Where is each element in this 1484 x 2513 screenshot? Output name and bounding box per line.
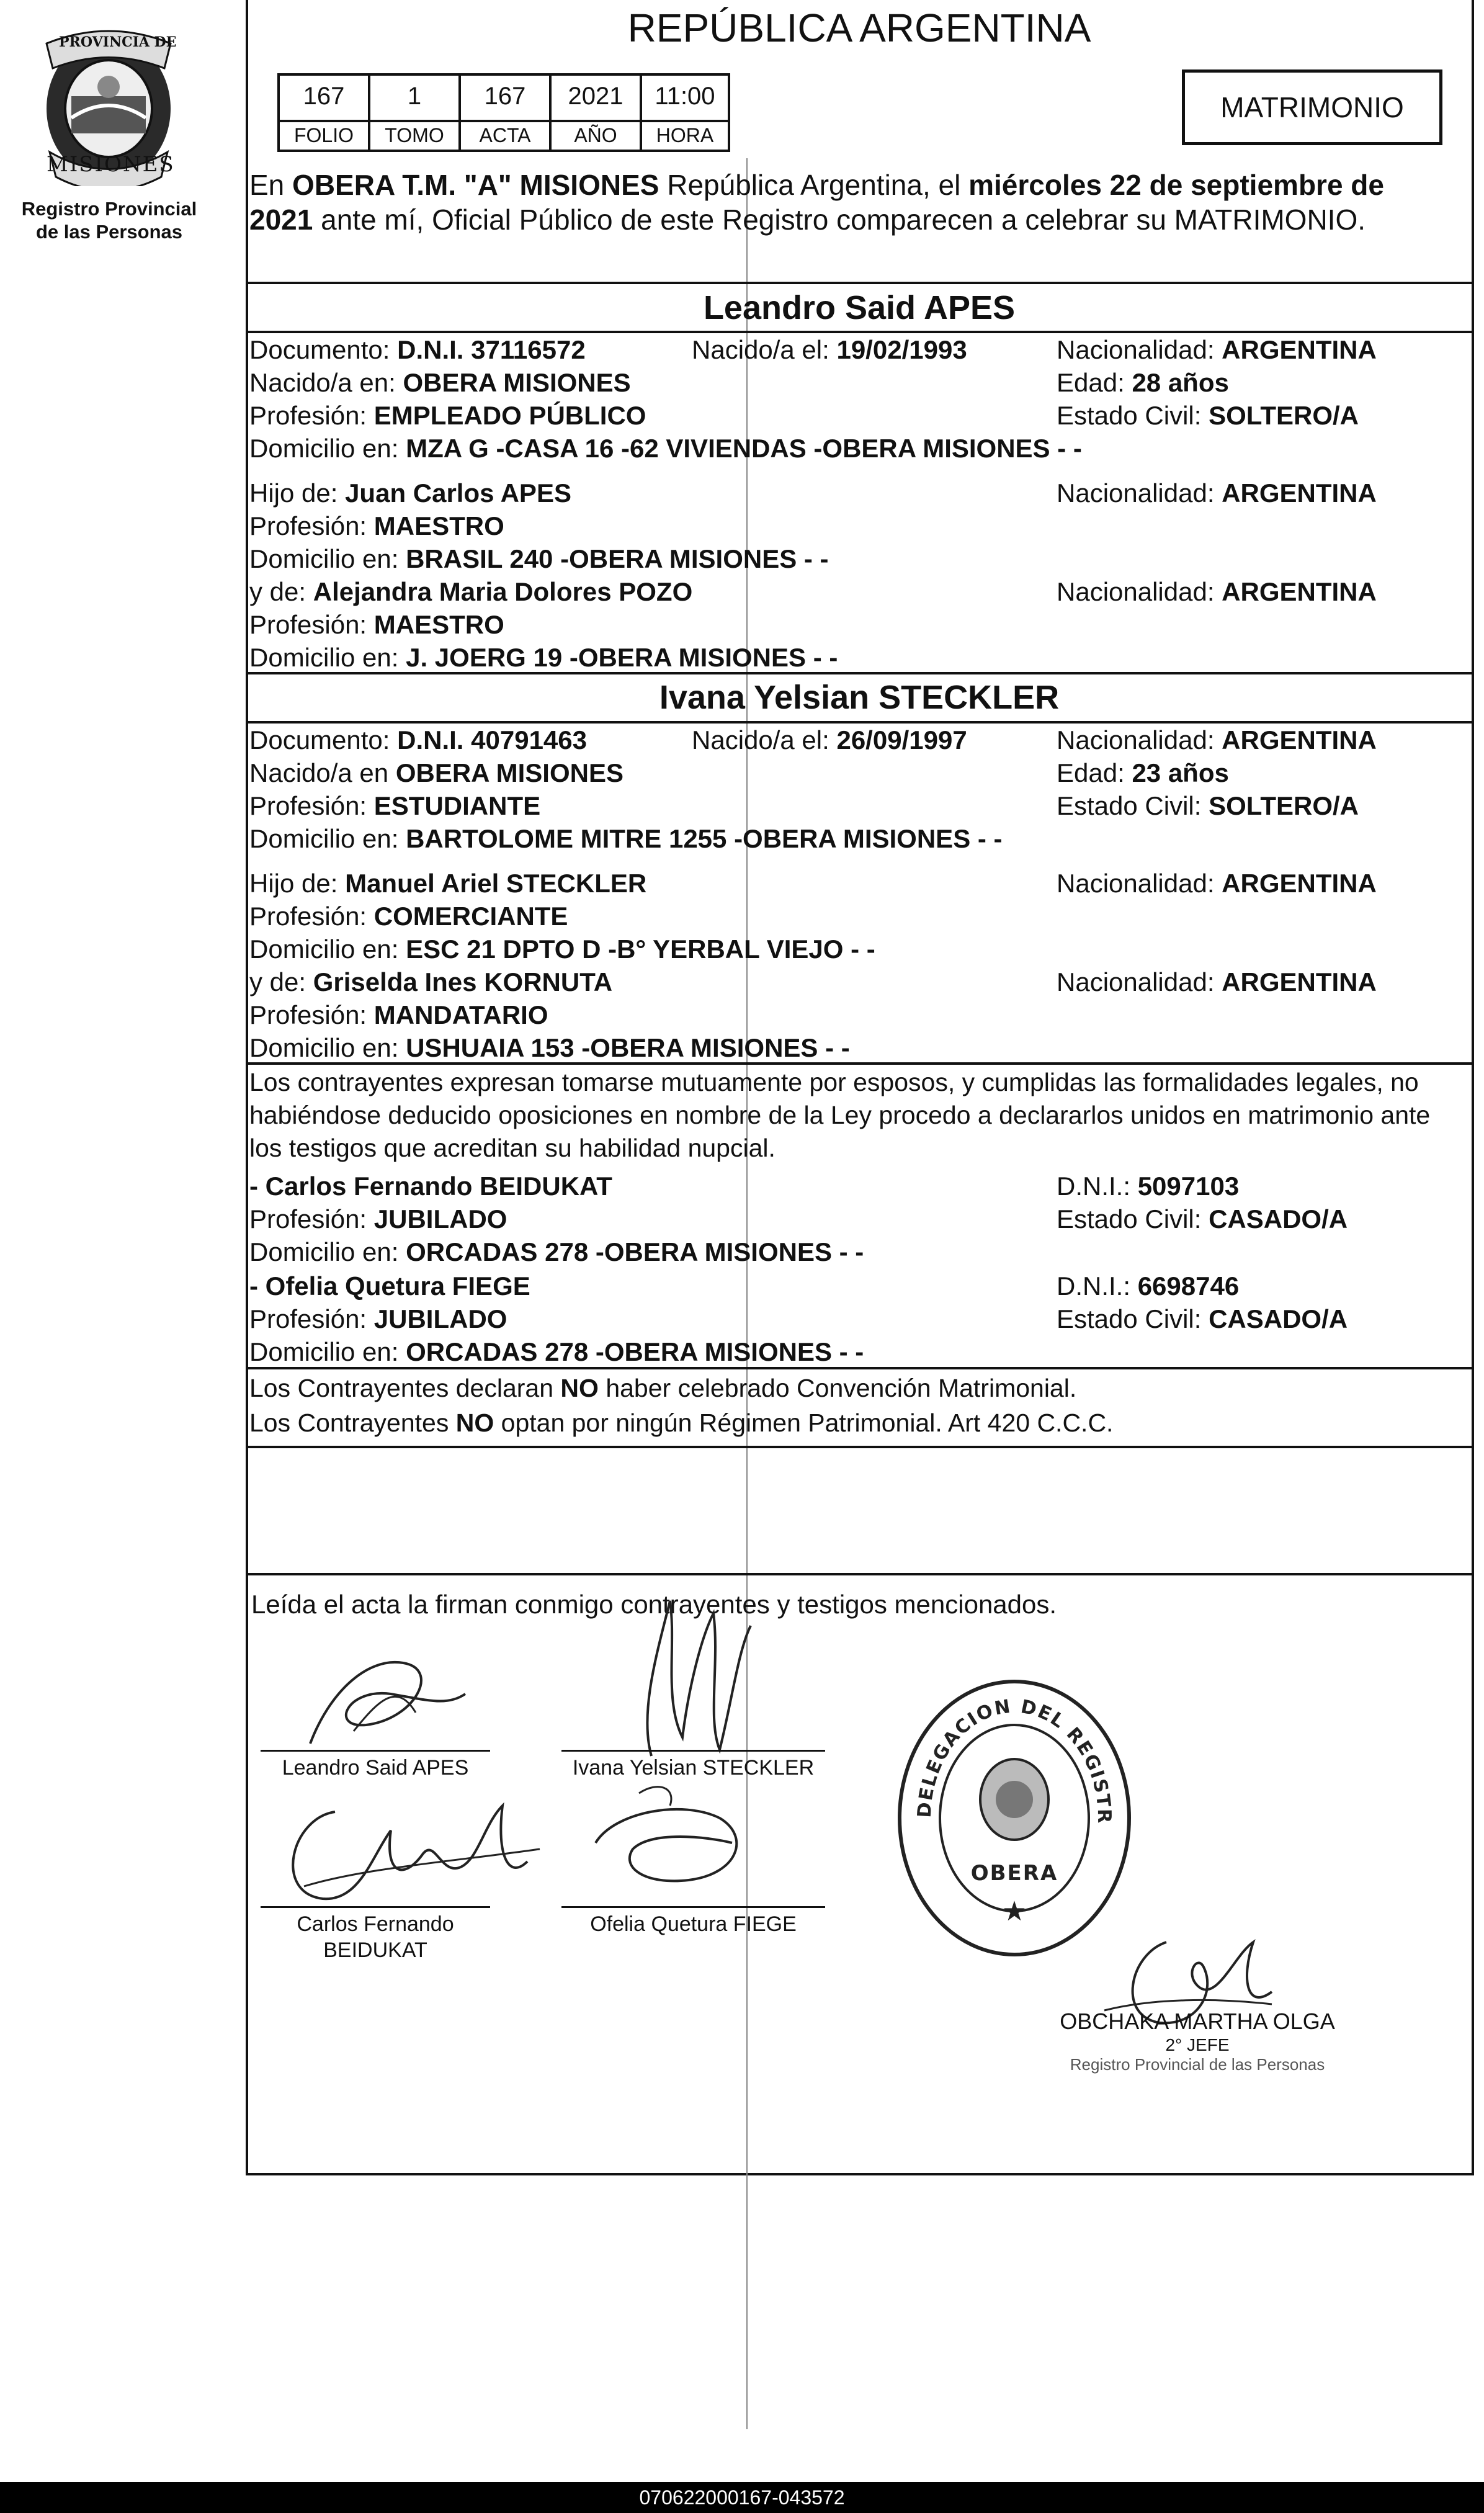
spouse2-father-prof: COMERCIANTE — [373, 902, 568, 931]
witness2-addr-label: Domicilio en: — [249, 1337, 406, 1366]
witness1-prof-label: Profesión: — [249, 1204, 374, 1234]
spouse2-civil: SOLTERO/A — [1209, 791, 1359, 820]
signature-name-3a: Carlos Fernando — [297, 1912, 454, 1936]
spouse2-born: 26/09/1997 — [836, 725, 967, 755]
spouse1-prof: EMPLEADO PÚBLICO — [373, 401, 646, 430]
ano-label: AÑO — [552, 120, 640, 150]
spouse2-birthplace: OBERA MISIONES — [395, 758, 624, 787]
witness1-dni: 5097103 — [1137, 1171, 1240, 1201]
spouse1-mother-addr-label: Domicilio en: — [249, 643, 406, 672]
signature-name-3b: BEIDUKAT — [323, 1938, 427, 1962]
tomo-value: 1 — [407, 83, 422, 110]
signature-2-scribble — [614, 1576, 776, 1762]
spouse2-birthplace-label: Nacido/a en — [249, 758, 396, 787]
spouse2-father-addr-label: Domicilio en: — [249, 934, 406, 964]
logo-text-bottom: MISIONES — [47, 152, 175, 177]
regime-line1-c: haber celebrado Convención Matrimonial. — [598, 1374, 1077, 1402]
witness1-prof: JUBILADO — [373, 1204, 507, 1234]
ano-value: 2021 — [568, 83, 624, 110]
witness2-addr: ORCADAS 278 -OBERA MISIONES - - — [406, 1337, 864, 1366]
document-code: 070622000167-043572 — [639, 2486, 845, 2509]
signature-3-scribble — [267, 1787, 552, 1911]
official-agency: Registro Provincial de las Personas — [1070, 2055, 1325, 2074]
hora-value: 11:00 — [655, 83, 715, 110]
acta-value: 167 — [484, 83, 526, 110]
spouse1-mother-label: y de: — [249, 577, 313, 606]
official-name: OBCHAKA MARTHA OLGA — [1060, 2009, 1335, 2034]
frame-bottom-border — [246, 2173, 1474, 2175]
regime-line1-no: NO — [560, 1374, 599, 1402]
center-fold-line — [746, 158, 748, 2429]
intro-date-b: 2021 — [249, 204, 313, 236]
spouse1-born: 19/02/1993 — [836, 335, 967, 364]
tomo-label: TOMO — [370, 120, 458, 150]
signature-line-1 — [261, 1750, 490, 1752]
spouse2-mother-addr: USHUAIA 153 -OBERA MISIONES - - — [406, 1033, 850, 1062]
intro-text-2: República Argentina, el — [659, 169, 969, 201]
regime-section — [249, 1371, 1469, 1440]
spouse1-father-prof: MAESTRO — [373, 511, 504, 540]
spouse1-birthplace: OBERA MISIONES — [403, 368, 631, 397]
spouse1-father-nat-label: Nacionalidad: — [1057, 478, 1222, 508]
witness2-dni-label: D.N.I.: — [1057, 1271, 1138, 1301]
agency-name — [0, 197, 218, 243]
witness2-prof: JUBILADO — [373, 1304, 507, 1333]
declaration-line-1: Los contrayentes expresan tomarse mutuamente por esposos, y cumplidas las formalidades legales, no — [249, 1068, 1419, 1096]
intro-text-1: En — [249, 169, 293, 201]
divider-notes — [246, 1573, 1474, 1575]
signature-line-2 — [561, 1750, 825, 1752]
regime-line2-c: optan por ningún Régimen Patrimonial. Art 420 C.C.C. — [494, 1409, 1114, 1437]
spouse2-mother: Griselda Ines KORNUTA — [313, 967, 613, 997]
registry-cell-tomo — [370, 76, 461, 150]
regime-line2-no: NO — [455, 1409, 494, 1437]
spouse2-mother-addr-label: Domicilio en: — [249, 1033, 406, 1062]
intro-date-a: miércoles 22 de septiembre de — [968, 169, 1384, 201]
spouse1-civil-label: Estado Civil: — [1057, 401, 1209, 430]
spouse1-addr: MZA G -CASA 16 -62 VIVIENDAS -OBERA MISIONES - - — [406, 434, 1082, 463]
spouse1-doc-label: Documento: — [249, 335, 398, 364]
witness1-addr: ORCADAS 278 -OBERA MISIONES - - — [406, 1237, 864, 1266]
spouse2-prof-label: Profesión: — [249, 791, 374, 820]
spouse1-addr-label: Domicilio en: — [249, 434, 406, 463]
spouse1-father-nat: ARGENTINA — [1222, 478, 1377, 508]
act-type-box — [1182, 69, 1442, 145]
spouse1-father-prof-label: Profesión: — [249, 511, 374, 540]
regime-line1-a: Los Contrayentes declaran — [249, 1374, 561, 1402]
seal-text: DELEGACION DEL REGISTR — [913, 1695, 1115, 1825]
spouse2-doc-label: Documento: — [249, 725, 398, 755]
spouse2-age-label: Edad: — [1057, 758, 1132, 787]
witness2-civil-label: Estado Civil: — [1057, 1304, 1209, 1333]
spouse1-civil: SOLTERO/A — [1209, 401, 1359, 430]
witness2-dni: 6698746 — [1137, 1271, 1240, 1301]
witness2-civil: CASADO/A — [1209, 1304, 1348, 1333]
spouse1-father-label: Hijo de: — [249, 478, 346, 508]
witness1-dni-label: D.N.I.: — [1057, 1171, 1138, 1201]
seal-city: OBERA — [970, 1861, 1058, 1886]
spouse2-prof: ESTUDIANTE — [373, 791, 541, 820]
regime-line2-a: Los Contrayentes — [249, 1409, 456, 1437]
spouse2-nat: ARGENTINA — [1222, 725, 1377, 755]
signature-1-scribble — [292, 1638, 478, 1750]
signature-line-4 — [561, 1906, 825, 1908]
registry-table — [277, 73, 730, 152]
spouse1-prof-label: Profesión: — [249, 401, 374, 430]
signature-4-scribble — [583, 1775, 769, 1893]
spouse2-father-label: Hijo de: — [249, 869, 346, 898]
spouse1-mother-nat-label: Nacionalidad: — [1057, 577, 1222, 606]
hora-label: HORA — [642, 120, 728, 150]
spouse1-nat-label: Nacionalidad: — [1057, 335, 1222, 364]
folio-label: FOLIO — [280, 120, 368, 150]
spouse1-father-addr: BRASIL 240 -OBERA MISIONES - - — [406, 544, 829, 573]
divider-regime — [246, 1446, 1474, 1448]
divider-witnesses — [246, 1367, 1474, 1369]
agency-line-1: Registro Provincial — [21, 198, 197, 220]
declaration-line-3: los testigos que acreditan su habilidad nupcial. — [249, 1134, 776, 1162]
signature-name-2: Ivana Yelsian STECKLER — [572, 1756, 815, 1780]
page-title: REPÚBLICA ARGENTINA — [627, 6, 1091, 50]
spouse1-mother-prof: MAESTRO — [373, 610, 504, 639]
agency-line-2: de las Personas — [35, 221, 183, 243]
registry-cell-folio — [280, 76, 370, 150]
spouse1-doc: D.N.I. 37116572 — [397, 335, 586, 364]
witness1-name: - Carlos Fernando BEIDUKAT — [249, 1171, 612, 1201]
spouse1-name: Leandro Said APES — [703, 289, 1016, 326]
spouse2-doc: D.N.I. 40791463 — [397, 725, 587, 755]
frame-right-border — [1472, 0, 1474, 2175]
acta-label: ACTA — [461, 120, 549, 150]
intro-text-3: ante mí, Oficial Público de este Registro comparecen a celebrar su MATRIMONIO. — [313, 204, 1366, 236]
witness1-civil: CASADO/A — [1209, 1204, 1348, 1234]
spouse2-father-nat: ARGENTINA — [1222, 869, 1377, 898]
spouse2-father-nat-label: Nacionalidad: — [1057, 869, 1222, 898]
spouse2-addr-label: Domicilio en: — [249, 824, 406, 853]
seal-star: ★ — [1002, 1896, 1027, 1927]
spouse1-father: Juan Carlos APES — [345, 478, 571, 508]
intro-place: OBERA T.M. "A" MISIONES — [292, 169, 659, 201]
intro-paragraph — [249, 168, 1469, 237]
official-role: 2° JEFE — [1165, 2035, 1230, 2054]
spouse1-mother: Alejandra Maria Dolores POZO — [313, 577, 693, 606]
spouse1-mother-prof-label: Profesión: — [249, 610, 374, 639]
witness1-civil-label: Estado Civil: — [1057, 1204, 1209, 1234]
spouse2-mother-prof: MANDATARIO — [373, 1000, 548, 1029]
witness1-addr-label: Domicilio en: — [249, 1237, 406, 1266]
signature-name-1: Leandro Said APES — [282, 1756, 469, 1780]
spouse2-born-label: Nacido/a el: — [692, 725, 837, 755]
spouse1-mother-nat: ARGENTINA — [1222, 577, 1377, 606]
spouse1-age: 28 años — [1132, 368, 1229, 397]
registry-cell-ano — [552, 76, 642, 150]
logo-text-top: PROVINCIA DE — [59, 34, 177, 50]
spouse2-father: Manuel Ariel STECKLER — [345, 869, 647, 898]
witness2-prof-label: Profesión: — [249, 1304, 374, 1333]
spouse2-mother-label: y de: — [249, 967, 313, 997]
spouse1-birthplace-label: Nacido/a en: — [249, 368, 403, 397]
spouse2-mother-nat: ARGENTINA — [1222, 967, 1377, 997]
spouse1-mother-addr: J. JOERG 19 -OBERA MISIONES - - — [406, 643, 838, 672]
spouse2-father-prof-label: Profesión: — [249, 902, 374, 931]
spouse1-born-label: Nacido/a el: — [692, 335, 837, 364]
act-type: MATRIMONIO — [1220, 91, 1404, 123]
spouse2-age: 23 años — [1132, 758, 1229, 787]
declaration-line-2: habiéndose deducido oposiciones en nombre de la Ley procedo a declararlos unidos en matrimonio ante — [249, 1101, 1431, 1129]
footer-bar — [0, 2482, 1484, 2513]
folio-value: 167 — [303, 83, 345, 110]
declaration — [249, 1066, 1469, 1165]
spouse2-civil-label: Estado Civil: — [1057, 791, 1209, 820]
spouse2-nat-label: Nacionalidad: — [1057, 725, 1222, 755]
spouse2-father-addr: ESC 21 DPTO D -B° YERBAL VIEJO - - — [406, 934, 875, 964]
witness2-name: - Ofelia Quetura FIEGE — [249, 1271, 530, 1301]
spouse1-age-label: Edad: — [1057, 368, 1132, 397]
spouse2-name: Ivana Yelsian STECKLER — [659, 679, 1060, 716]
spouse2-addr: BARTOLOME MITRE 1255 -OBERA MISIONES - - — [406, 824, 1003, 853]
registry-cell-acta — [461, 76, 552, 150]
registry-cell-hora — [642, 76, 728, 150]
divider-spouse2 — [246, 1062, 1474, 1065]
spouse1-nat: ARGENTINA — [1222, 335, 1377, 364]
divider-spouse1 — [246, 672, 1474, 674]
signature-statement: Leída el acta la firman conmigo contrayentes y testigos mencionados. — [251, 1590, 1057, 1619]
signature-name-3 — [261, 1911, 490, 1963]
signature-line-3 — [261, 1906, 490, 1908]
spouse2-mother-prof-label: Profesión: — [249, 1000, 374, 1029]
divider-intro — [246, 282, 1474, 284]
spouse2-mother-nat-label: Nacionalidad: — [1057, 967, 1222, 997]
spouse1-father-addr-label: Domicilio en: — [249, 544, 406, 573]
signature-name-4: Ofelia Quetura FIEGE — [590, 1912, 797, 1936]
